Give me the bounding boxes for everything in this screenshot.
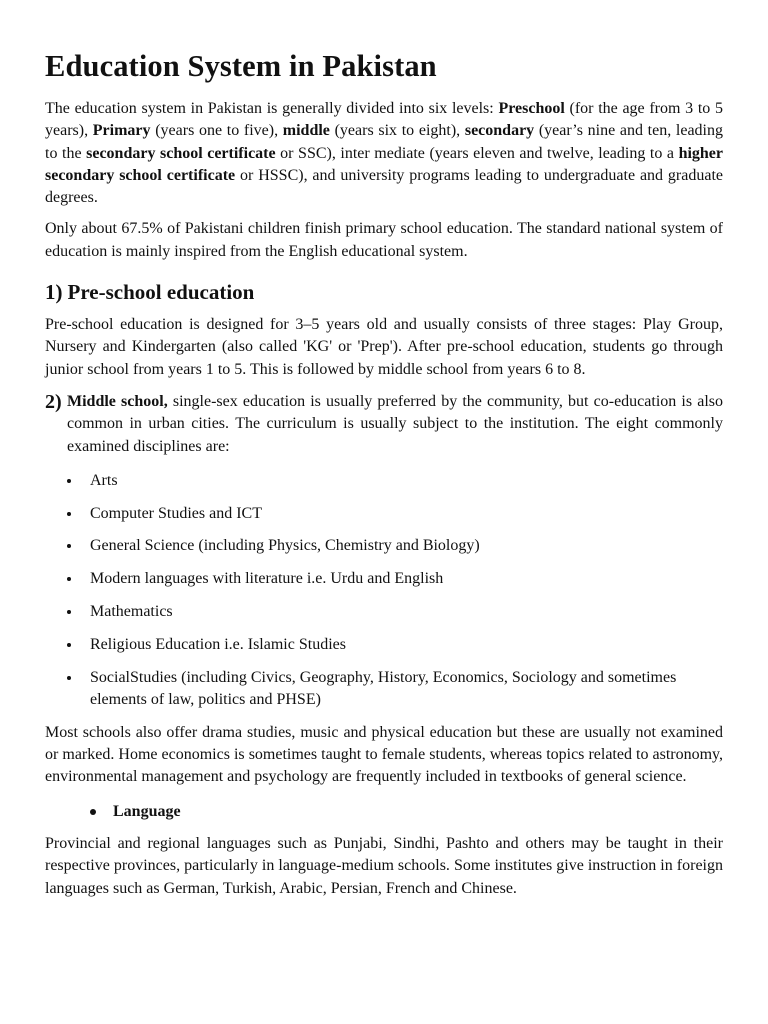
intro-bold-primary: Primary bbox=[92, 122, 151, 140]
list-item bbox=[67, 601, 723, 623]
intro-text-3: (years one to five), bbox=[150, 122, 283, 140]
bullet-icon bbox=[67, 577, 71, 581]
list-item-text: Computer Studies and ICT bbox=[90, 504, 262, 522]
intro-text-7: or HSSC), and university programs leading to undergraduate and graduate degrees. bbox=[45, 166, 724, 207]
language-paragraph: Provincial and regional languages such as Punjabi, Sindhi, Pashto and others may be taught in their respective provinces, particularly in language-medium schools. Some institutes give instruction in foreign languages such as German, Turkish, Arabic, Persian, French and Chinese. bbox=[45, 834, 723, 897]
middle-school-paragraph bbox=[67, 391, 723, 458]
intro-text-6: or SSC), inter mediate (years eleven and twelve, leading to a bbox=[275, 144, 679, 162]
intro-text-2: (for the age from 3 to 5 years), bbox=[45, 100, 723, 140]
intro-bold-secondary: secondary bbox=[464, 122, 535, 140]
list-item-text: General Science (including Physics, Chemistry and Biology) bbox=[90, 537, 480, 555]
intro-paragraph bbox=[45, 98, 723, 209]
section-number: 2) bbox=[45, 390, 62, 413]
bullet-icon bbox=[90, 809, 96, 815]
completion-paragraph: Only about 67.5% of Pakistani children finish primary school education. The standard national system of education is mainly inspired from the English educational system. bbox=[45, 220, 723, 260]
language-subheading bbox=[45, 801, 723, 823]
language-label: Language bbox=[113, 802, 181, 820]
disciplines-list bbox=[45, 470, 723, 711]
bullet-icon bbox=[67, 544, 71, 548]
middle-school-text: single-sex education is usually preferred by the community, but co-education is also common in urban cities. The curriculum is usually subject to the institution. The eight commonly examined disciplines are: bbox=[67, 392, 724, 455]
intro-bold-middle: middle bbox=[282, 122, 330, 140]
list-item bbox=[67, 667, 723, 712]
section-heading-preschool bbox=[45, 279, 723, 305]
list-item-text: SocialStudies (including Civics, Geography, History, Economics, Sociology and sometimes elements of law, politics and PHSE) bbox=[90, 668, 677, 708]
list-item bbox=[67, 470, 723, 492]
bullet-icon bbox=[67, 610, 71, 614]
list-item bbox=[67, 535, 723, 557]
bullet-icon bbox=[67, 512, 71, 516]
section-number: 1) bbox=[45, 280, 63, 305]
list-item-text: Mathematics bbox=[90, 603, 173, 621]
middle-school-lead: Middle school, bbox=[67, 392, 168, 410]
list-item bbox=[67, 503, 723, 525]
list-item bbox=[67, 634, 723, 656]
intro-bold-ssc: secondary school certificate bbox=[86, 144, 276, 162]
intro-text-4: (years six to eight), bbox=[329, 122, 465, 140]
bullet-icon bbox=[67, 643, 71, 647]
list-item-text: Religious Education i.e. Islamic Studies bbox=[90, 635, 346, 653]
intro-text-5: (year’s nine and ten, leading to the bbox=[45, 122, 723, 162]
page-title: Education System in Pakistan bbox=[45, 49, 437, 83]
list-item-text: Modern languages with literature i.e. Urdu and English bbox=[90, 570, 444, 588]
middle-school-item bbox=[45, 391, 723, 458]
bullet-icon bbox=[67, 676, 71, 680]
list-item-text: Arts bbox=[90, 471, 118, 489]
preschool-paragraph: Pre-school education is designed for 3–5 years old and usually consists of three stages: Play Group, Nursery and Kindergarten (also called 'KG' or 'Prep'). After pre-school education, students go through junior school from years 1 to 5. This is followed by middle school from years 6 to 8. bbox=[45, 316, 723, 378]
intro-text-1: The education system in Pakistan is generally divided into six levels: bbox=[45, 100, 499, 117]
intro-bold-hssc: higher secondary school certificate bbox=[45, 144, 724, 184]
intro-bold-preschool: Preschool bbox=[498, 100, 565, 117]
extracurricular-paragraph: Most schools also offer drama studies, music and physical education but these are usually not examined or marked. Home economics is sometimes taught to female students, whereas topics related to astronomy, environmental management and psychology are frequently included in textbooks of general science. bbox=[45, 723, 723, 786]
bullet-icon bbox=[67, 479, 71, 483]
section-heading-text: Pre-school education bbox=[67, 280, 255, 305]
list-item bbox=[67, 568, 723, 590]
